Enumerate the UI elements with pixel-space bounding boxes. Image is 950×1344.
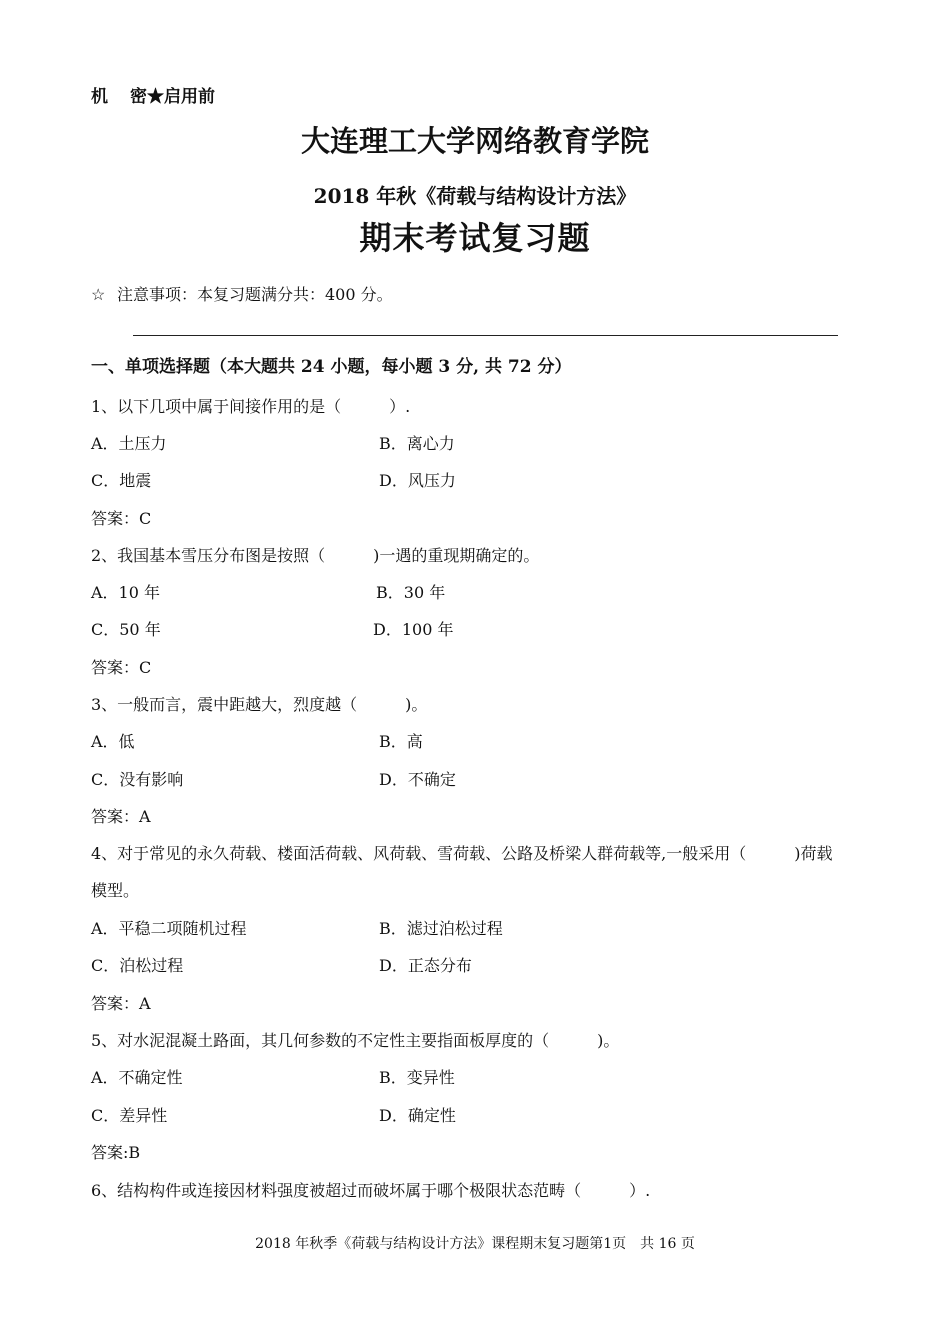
divider [133, 335, 838, 336]
option-d: D．正态分布 [379, 956, 472, 975]
answer: 答案：C [91, 658, 152, 677]
question-stem-continued: 模型。 [91, 881, 140, 900]
notice [91, 284, 393, 306]
option-b: B．离心力 [379, 434, 455, 453]
option-d: D．确定性 [379, 1106, 456, 1125]
option-b: B．变异性 [379, 1068, 455, 1087]
option-d: D．100 年 [373, 620, 454, 639]
question-stem: 5、对水泥混凝土路面，其几何参数的不定性主要指面板厚度的（ )。 [91, 1031, 620, 1050]
page-footer: 2018 年秋季《荷载与结构设计方法》课程期末复习题第1页 共 16 页 [255, 1236, 695, 1252]
option-c: C．泊松过程 [91, 956, 184, 975]
exam-title: 期末考试复习题 [359, 219, 591, 257]
answer: 答案：A [91, 994, 151, 1013]
section-title: 一、单项选择题（本大题共 24 小题，每小题 3 分, 共 72 分） [91, 357, 572, 377]
option-a: A．低 [91, 732, 135, 751]
notice-text: 注意事项：本复习题满分共：400 分。 [117, 285, 393, 304]
course-title: 2018 年秋《荷载与结构设计方法》 [313, 184, 637, 208]
option-c: C．50 年 [91, 620, 161, 639]
answer: 答案:B [91, 1143, 141, 1162]
option-b: B．滤过泊松过程 [379, 919, 503, 938]
question-stem: 3、一般而言，震中距越大，烈度越（ )。 [91, 695, 428, 714]
option-a: A．10 年 [91, 583, 161, 602]
star-icon: ☆ [91, 285, 106, 304]
option-c: C．没有影响 [91, 770, 184, 789]
confidentiality-mark [91, 86, 215, 108]
option-d: D．风压力 [379, 471, 456, 490]
school-name: 大连理工大学网络教育学院 [300, 124, 649, 158]
option-c: C．地震 [91, 471, 152, 490]
answer: 答案：A [91, 807, 151, 826]
question-stem: 6、结构构件或连接因材料强度被超过而破坏属于哪个极限状态范畴（ ）. [91, 1181, 651, 1200]
option-a: A．土压力 [91, 434, 167, 453]
option-c: C．差异性 [91, 1106, 168, 1125]
answer: 答案：C [91, 509, 152, 528]
secret-right: 密★启用前 [130, 87, 215, 107]
option-b: B．高 [379, 732, 423, 751]
question-stem: 4、对于常见的永久荷载、楼面活荷载、风荷载、雪荷载、公路及桥梁人群荷载等,一般采用（ )荷载 [91, 844, 833, 863]
question-stem: 1、以下几项中属于间接作用的是（ ）. [91, 397, 411, 416]
option-a: A．平稳二项随机过程 [91, 919, 247, 938]
question-stem: 2、我国基本雪压分布图是按照（ )一遇的重现期确定的。 [91, 546, 540, 565]
option-b: B．30 年 [376, 583, 446, 602]
option-a: A．不确定性 [91, 1068, 183, 1087]
option-d: D．不确定 [379, 770, 456, 789]
secret-left: 机 [91, 87, 108, 107]
